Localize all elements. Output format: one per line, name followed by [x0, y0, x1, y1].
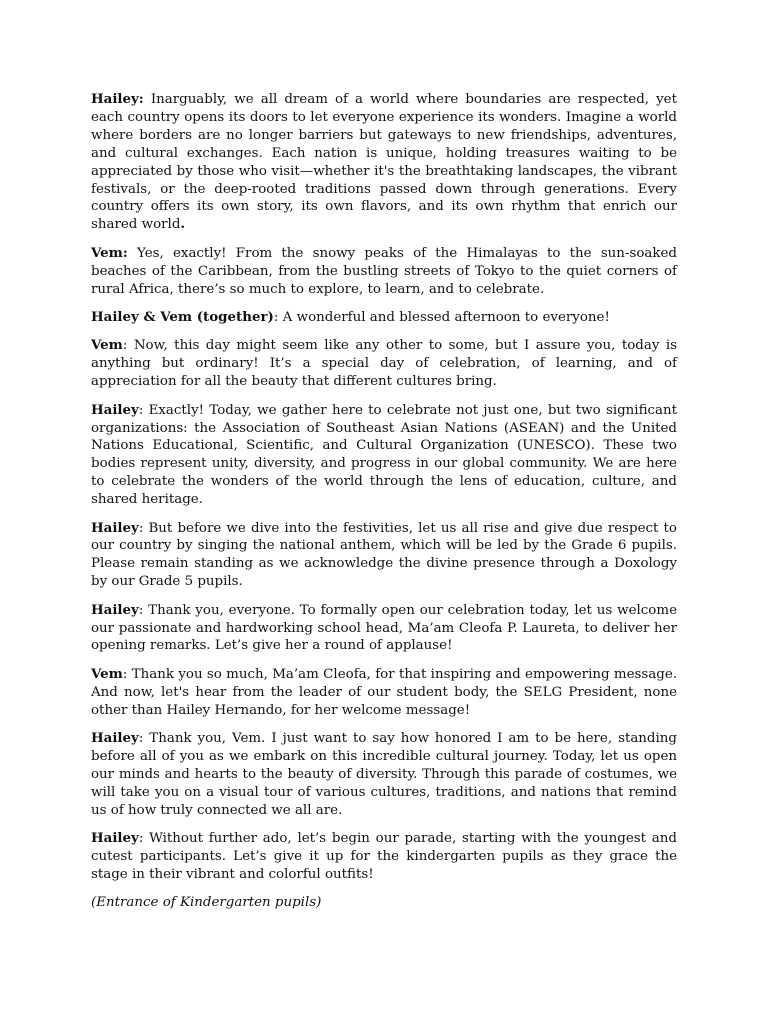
- dialogue-paragraph-7: [91, 602, 677, 656]
- dialogue-paragraph-4: [91, 337, 677, 391]
- script-document: [91, 91, 677, 923]
- speaker-name: Hailey: [91, 830, 139, 847]
- dialogue-text: Inarguably, we all dream of a world where boundaries are respected, yet each country opens its doors to let everyone experience its wonders. Imagine a world where borders are no longer barriers but gateways to new friendships, adventures, and cultural exchanges. Each nation is unique, holding treasures waiting to be appreciated by those who visit—whether it's the breathtaking landscapes, the vibrant festivals, or the deep-rooted traditions passed down through generations. Every country offers its own story, its own flavors, and its own rhythm that enrich our shared world: [91, 92, 677, 233]
- speaker-name: Hailey: [91, 401, 139, 418]
- dialogue-end: .: [180, 216, 186, 233]
- dialogue-paragraph-9: [91, 730, 677, 820]
- dialogue-paragraph-3: [91, 309, 677, 327]
- speaker-name: Hailey: [91, 601, 139, 618]
- dialogue-text: : Now, this day might seem like any other to some, but I assure you, today is anything but ordinary! It’s a special day of celebration, of learning, and of appreciation for all the beauty that different cultures bring.: [91, 338, 677, 390]
- dialogue-paragraph-5: [91, 402, 677, 509]
- speaker-name: Vem: [91, 337, 123, 354]
- speaker-name: Hailey & Vem (together): [91, 308, 274, 325]
- stage-direction: (Entrance of Kindergarten pupils): [91, 895, 322, 911]
- dialogue-text: : Thank you, Vem. I just want to say how honored I am to be here, standing before all of you as we embark on this incredible cultural journey. Today, let us open our minds and hearts to the beauty of diversity. Through this parade of costumes, we will take you on a visual tour of various cultures, traditions, and nations that remind us of how truly connected we all are.: [91, 731, 677, 818]
- speaker-name: Vem:: [91, 244, 128, 261]
- dialogue-paragraph-1: [91, 91, 677, 234]
- dialogue-text: : Thank you so much, Ma’am Cleofa, for that inspiring and empowering message. And now, let's hear from the leader of our student body, the SELG President, none other than Hailey Hernando, for her welcome message!: [91, 666, 677, 718]
- speaker-name: Vem: [91, 665, 123, 682]
- dialogue-paragraph-10: [91, 830, 677, 884]
- dialogue-text: : Thank you, everyone. To formally open our celebration today, let us welcome our passionate and hardworking school head, Ma’am Cleofa P. Laureta, to deliver her opening remarks. Let’s give her a round of applause!: [91, 602, 677, 654]
- dialogue-text: : Without further ado, let’s begin our parade, starting with the youngest and cutest participants. Let’s give it up for the kindergarten pupils as they grace the stage in their vibrant and colorful outfits!: [91, 831, 677, 882]
- dialogue-text: : A wonderful and blessed afternoon to everyone!: [273, 309, 610, 325]
- dialogue-paragraph-8: [91, 666, 677, 720]
- speaker-name: Hailey: [91, 519, 139, 536]
- dialogue-text: Yes, exactly! From the snowy peaks of the Himalayas to the sun-soaked beaches of the Caribbean, from the bustling streets of Tokyo to the quiet corners of rural Africa, there’s so much to explore, to learn, and to celebrate.: [91, 245, 677, 297]
- speaker-name: Hailey:: [91, 91, 144, 107]
- dialogue-text: : But before we dive into the festivities, let us all rise and give due respect to our country by singing the national anthem, which will be led by the Grade 6 pupils. Please remain standing as we acknowledge the divine presence through a Doxology by our Grade 5 pupils.: [91, 520, 677, 590]
- speaker-name: Hailey: [91, 730, 139, 747]
- dialogue-paragraph-6: [91, 520, 677, 592]
- dialogue-paragraph-2: [91, 245, 677, 299]
- dialogue-text: : Exactly! Today, we gather here to celebrate not just one, but two significant organizations: the Association of Southeast Asian Nations (ASEAN) and the United Nations Educational, Scientific, and Cultural Organization (UNESCO). These two bodies represent unity, diversity, and progress in our global community. We are here to celebrate the wonders of the world through the lens of education, culture, and shared heritage.: [91, 402, 677, 508]
